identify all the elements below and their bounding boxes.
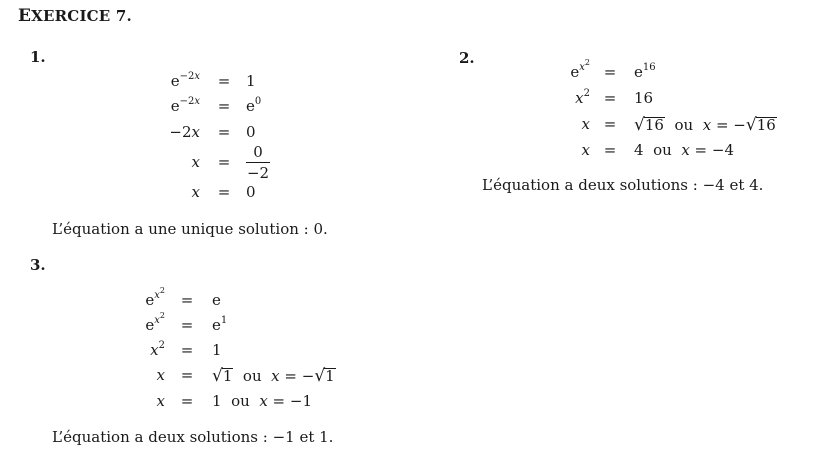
- equation-rhs: √1 ou x = −√1: [212, 366, 335, 386]
- fraction-denominator: −2: [246, 164, 270, 182]
- fraction-numerator: 0: [253, 143, 263, 161]
- equation-lhs: x: [581, 141, 590, 159]
- equals-sign: =: [180, 316, 194, 334]
- equals-sign: =: [180, 341, 194, 359]
- equation-rhs: 0: [246, 123, 256, 141]
- equals-sign: =: [217, 183, 231, 201]
- equation-rhs: 1: [212, 341, 222, 359]
- equation-lhs: x: [191, 153, 200, 171]
- equation-lhs: −2x: [169, 123, 200, 141]
- equation-lhs: x: [581, 115, 590, 133]
- section-3-conclusion: L’équation a deux solutions : −1 et 1.: [52, 428, 334, 446]
- title-rest: XERCICE 7.: [31, 7, 132, 25]
- section-1-number: 1.: [30, 48, 46, 66]
- equation-lhs: $x^2$: [150, 340, 165, 359]
- equation-rhs: 1 ou x = −1: [212, 392, 312, 410]
- equation-rhs: $e^0$: [246, 96, 262, 115]
- equals-sign: =: [217, 153, 231, 171]
- section-2-number: 2.: [459, 49, 475, 67]
- equation-lhs: $e^{-2x}$: [170, 96, 200, 115]
- equation-rhs: $e^1$: [212, 315, 228, 334]
- equation-lhs: x: [191, 183, 200, 201]
- equation-rhs: √16 ou x = −√16: [634, 115, 776, 135]
- equation-lhs: x: [156, 392, 165, 410]
- equals-sign: =: [180, 291, 194, 309]
- equals-sign: =: [217, 97, 231, 115]
- equals-sign: =: [217, 72, 231, 90]
- exercise-title: [18, 6, 132, 26]
- fraction: [246, 143, 270, 182]
- equals-sign: =: [180, 366, 194, 384]
- section-1-conclusion: L’équation a une unique solution : 0.: [52, 220, 328, 238]
- title-initial: E: [18, 6, 32, 26]
- equation-rhs: $e^{16}$: [634, 62, 656, 81]
- equals-sign: =: [180, 392, 194, 410]
- section-2-conclusion: L’équation a deux solutions : −4 et 4.: [482, 176, 764, 194]
- equation-rhs: 16: [634, 89, 654, 107]
- equation-lhs: $x^2$: [575, 88, 590, 107]
- equation-lhs: $e^{x^2}$: [145, 286, 165, 309]
- equation-lhs: $e^{x^2}$: [570, 58, 590, 81]
- equals-sign: =: [603, 89, 617, 107]
- equation-rhs: 0: [246, 183, 256, 201]
- equals-sign: =: [603, 63, 617, 81]
- equation-lhs: x: [156, 366, 165, 384]
- equals-sign: =: [603, 115, 617, 133]
- equation-rhs: 4 ou x = −4: [634, 141, 734, 159]
- equation-lhs: $e^{x^2}$: [145, 311, 165, 334]
- equation-rhs: e: [212, 291, 221, 309]
- fraction-bar: [246, 162, 270, 163]
- equals-sign: =: [217, 123, 231, 141]
- section-3-number: 3.: [30, 256, 46, 274]
- equals-sign: =: [603, 141, 617, 159]
- equation-rhs: 1: [246, 72, 256, 90]
- equation-lhs: $e^{-2x}$: [170, 71, 200, 90]
